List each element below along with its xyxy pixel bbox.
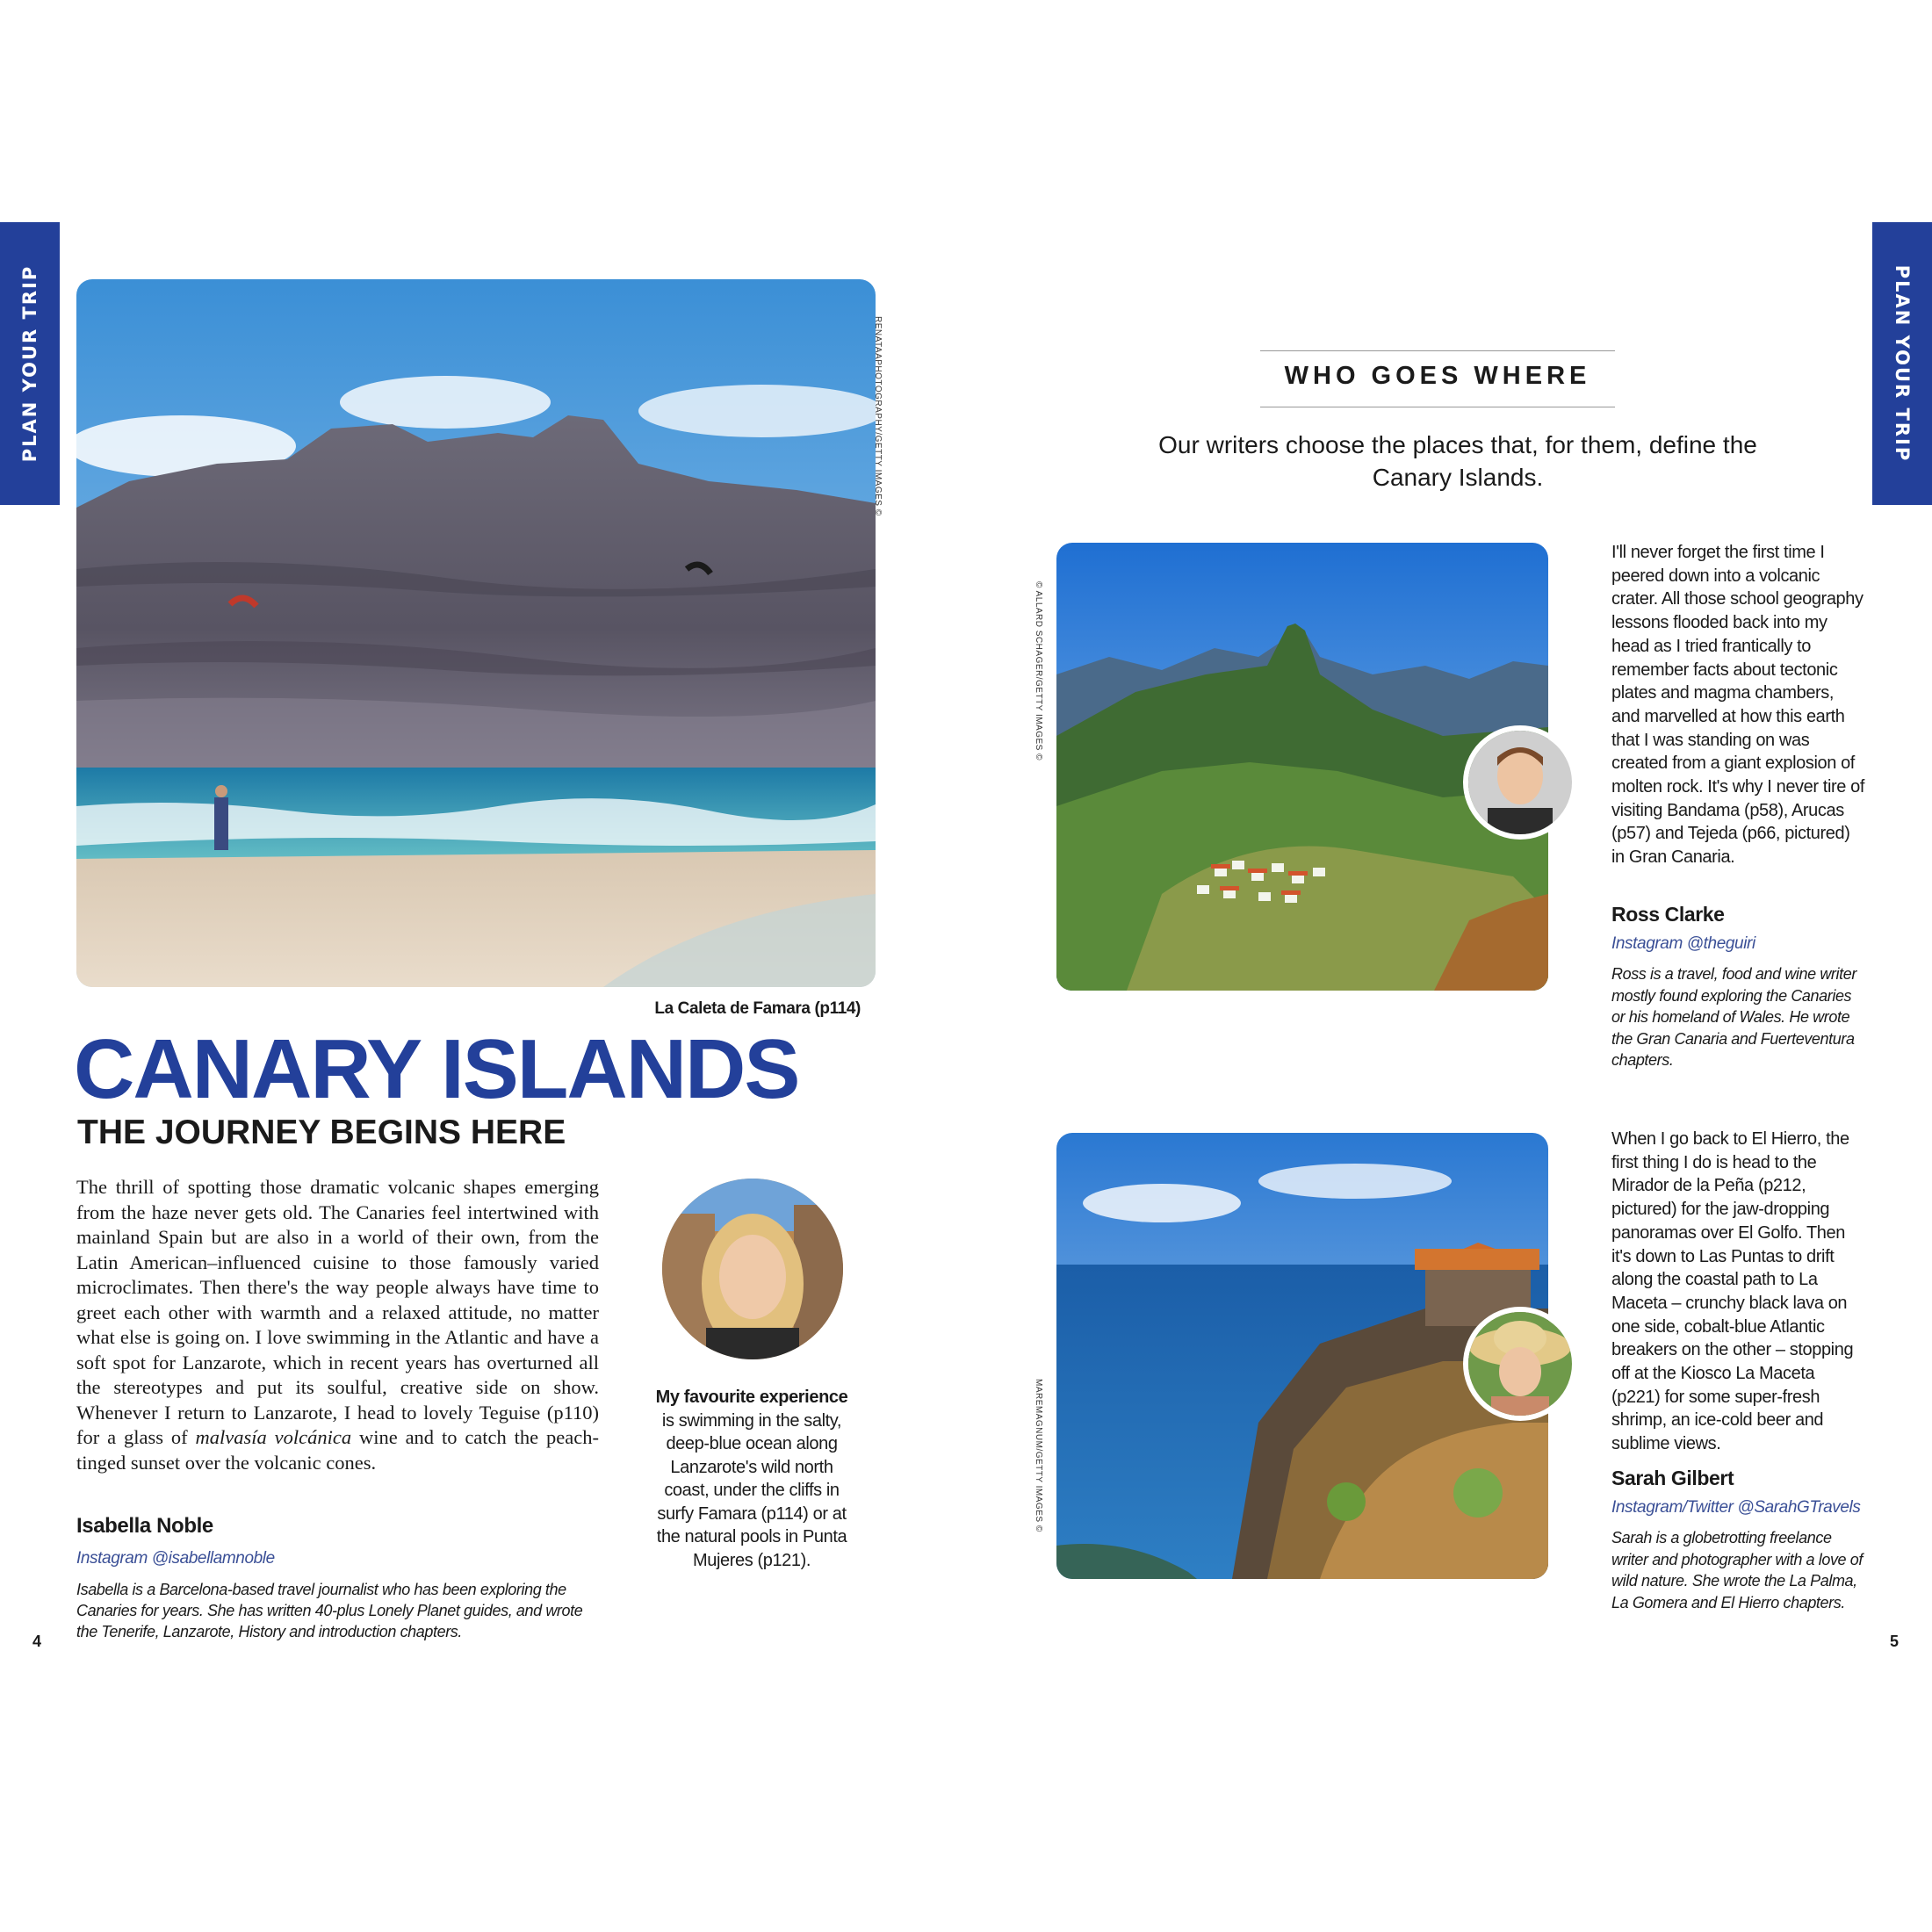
side-tab-right	[1872, 222, 1932, 505]
favourite-label: My favourite experience	[655, 1388, 848, 1407]
intro-paragraph	[76, 1175, 599, 1475]
author-handle-isabella[interactable]: Instagram @isabellamnoble	[76, 1549, 275, 1568]
favourite-text: is swimming in the salty, deep-blue ocean along Lanzarote's wild north coast, under the cliffs in surfy Famara (p114) or at the natural pools in Punta Mujeres (p121).	[656, 1410, 847, 1570]
photo-tejeda-credit: © ALLARD SCHAGER/GETTY IMAGES ©	[1034, 581, 1043, 761]
photo-mirador-credit: MAREMAGNUM/GETTY IMAGES ©	[1034, 1379, 1043, 1532]
entry-ross-text: I'll never forget the first time I peered down into a volcanic crater. All those school geography lessons flooded back into my head as I tried frantically to remember facts about tectonic plates and magma chambers, and marvelled at how this earth that I was standing on was created from a giant explosion of molten rock. It's why I never tire of visiting Bandama (p58), Arucas (p57) and Tejeda (p66, pictured) in Gran Canaria.	[1611, 543, 1865, 868]
page-subtitle: THE JOURNEY BEGINS HERE	[77, 1114, 566, 1151]
side-tab-left-label: PLAN YOUR TRIP	[19, 264, 40, 463]
hero-photo-credit: RENATAAPHOTOGRAPHY/GETTY IMAGES ©	[873, 316, 883, 516]
author-handle-sarah[interactable]: Instagram/Twitter @SarahGTravels	[1611, 1498, 1861, 1517]
intro-text-end: wine and to catch the peach-tinged sunset over the volcanic cones.	[76, 1426, 599, 1474]
author-name-ross: Ross Clarke	[1611, 903, 1725, 926]
page-number-right: 5	[1890, 1633, 1900, 1650]
author-name-isabella: Isabella Noble	[76, 1514, 213, 1538]
author-handle-ross[interactable]: Instagram @theguiri	[1611, 934, 1755, 953]
heading-rule-top	[1260, 350, 1615, 351]
page-number-left: 4	[32, 1633, 42, 1650]
author-bio-isabella: Isabella is a Barcelona-based travel journalist who has been exploring the Canaries for years. She has written 40-plus Lonely Planet guides, and wrote the Tenerife, Lanzarote, History and introduction chapters.	[76, 1581, 583, 1640]
section-lede: Our writers choose the places that, for them, define the Canary Islands.	[1158, 431, 1757, 491]
page-title: CANARY ISLANDS	[74, 1022, 799, 1116]
hero-photo-famara	[76, 279, 876, 987]
intro-wine-name: malvasía volcánica	[195, 1426, 352, 1448]
side-tab-right-label: PLAN YOUR TRIP	[1892, 264, 1913, 463]
author-bio-ross: Ross is a travel, food and wine writer mostly found exploring the Canaries or his homeland of Wales. He wrote the Gran Canaria and Fuerteventura chapters.	[1611, 965, 1856, 1069]
intro-text-start: The thrill of spotting those dramatic volcanic shapes emerging from the haze never gets old. The Canaries feel intertwined with mainland Spain but are also in a world of their own, from the Latin American–influenced cuisine to those famously varied microclimates. Then there's the way people always have time to greet each other with warmth and a relaxed attitude, no matter what else is going on. I love swimming in the Atlantic and have a soft spot for Lanzarote, which in recent years has overturned all the stereotypes and put its soulful, creative side on show. Whenever I return to Lanzarote, I head to lovely Teguise (p110) for a glass of	[76, 1176, 599, 1448]
section-heading: WHO GOES WHERE	[1284, 362, 1591, 390]
avatar-isabella	[657, 1173, 848, 1365]
avatar-sarah	[1463, 1307, 1577, 1421]
hero-photo-caption: La Caleta de Famara (p114)	[654, 999, 861, 1018]
entry-sarah-text: When I go back to El Hierro, the first thing I do is head to the Mirador de la Peña (p212, pictured) for the jaw-dropping panoramas over El Golfo. Then it's down to Las Puntas to drift along the coastal path to La Maceta – crunchy black lava on one side, cobalt-blue Atlantic breakers on the other – stopping off at the Kiosco La Maceta (p221) for some super-fresh shrimp, an ice-cold beer and sublime views.	[1611, 1129, 1854, 1454]
author-name-sarah: Sarah Gilbert	[1611, 1467, 1734, 1489]
avatar-ross	[1463, 725, 1577, 840]
favourite-experience	[652, 1386, 852, 1572]
side-tab-left	[0, 222, 60, 505]
author-bio-sarah: Sarah is a globetrotting freelance writer and photographer with a love of wild nature. She wrote the La Palma, La Gomera and El Hierro chapters.	[1611, 1529, 1863, 1611]
